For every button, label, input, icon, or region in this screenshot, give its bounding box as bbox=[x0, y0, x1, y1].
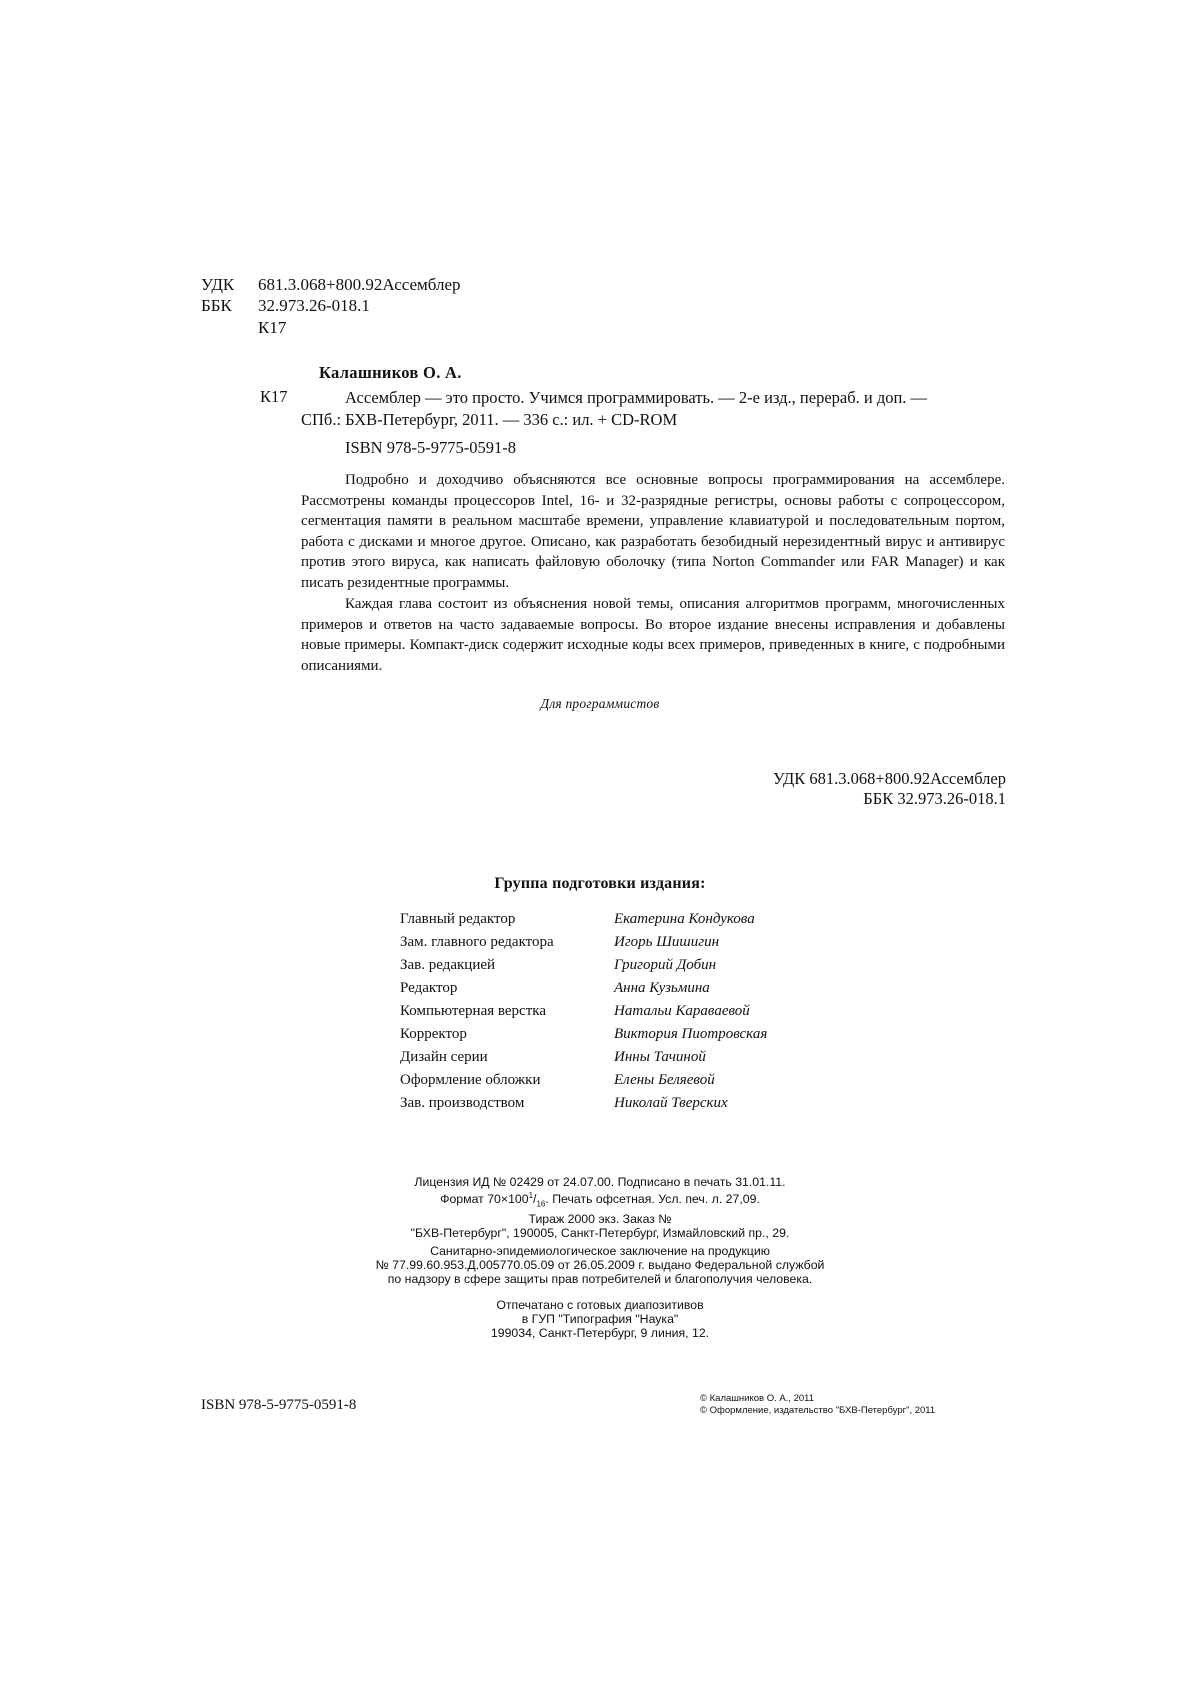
team-row bbox=[400, 957, 767, 980]
imprint-line: Лицензия ИД № 02429 от 24.07.00. Подписано в печать 31.01.11. bbox=[414, 1175, 786, 1189]
team-role: Оформление обложки bbox=[400, 1072, 541, 1088]
team-row bbox=[400, 980, 767, 1003]
book-title-line1: Ассемблер — это просто. Учимся программировать. — 2-е изд., перераб. и доп. — bbox=[345, 388, 928, 407]
imprint-line: в ГУП "Типография "Наука" bbox=[521, 1312, 679, 1326]
imprint-line: № 77.99.60.953.Д.005770.05.09 от 26.05.2009 г. выдано Федеральной службой bbox=[375, 1258, 825, 1272]
team-role: Дизайн серии bbox=[400, 1049, 488, 1065]
team-role: Зам. главного редактора bbox=[400, 934, 554, 950]
imprint-line: по надзору в сфере защиты прав потребителей и благополучия человека. bbox=[387, 1272, 813, 1286]
copyright-publisher: © Оформление, издательство "БХВ-Петербург", 2011 bbox=[700, 1405, 936, 1416]
team-role: Главный редактор bbox=[400, 911, 516, 927]
team-name: Екатерина Кондукова bbox=[614, 911, 755, 927]
imprint-line: Санитарно-эпидемиологическое заключение на продукцию bbox=[430, 1244, 770, 1258]
author-sign: К17 bbox=[258, 318, 287, 337]
team-row bbox=[400, 1049, 767, 1072]
imprint-printer-block bbox=[0, 1298, 1200, 1340]
team-name: Игорь Шишигин bbox=[614, 934, 720, 950]
bbk-value: 32.973.26-018.1 bbox=[258, 296, 370, 315]
team-name: Натальи Караваевой bbox=[614, 1003, 750, 1019]
footer-isbn: ISBN 978-5-9775-0591-8 bbox=[201, 1397, 357, 1413]
book-title-line2: СПб.: БХВ-Петербург, 2011. — 336 с.: ил. + CD-ROM bbox=[301, 410, 678, 429]
team-row bbox=[400, 911, 767, 934]
team-list bbox=[400, 911, 767, 1118]
udk-value: 681.3.068+800.92Ассемблер bbox=[258, 275, 461, 294]
team-role: Корректор bbox=[400, 1026, 467, 1042]
imprint-format-line: Формат $70\times 100^1/_{16}$. Печать офсетная. Усл. печ. л. 27,09. bbox=[440, 1191, 760, 1209]
annotation-paragraph-1: Подробно и доходчиво объясняются все основные вопросы программирования на ассемблере. Рассмотрены команды процессоров Intel, 16- и 32-разрядные регистры, основы работы с сопроцессором, сегментация памяти в реальном масштабе времени, управление клавиатурой и последовательным портом, работа с дисками и многое другое. Описано, как разработать безобидный нерезидентный вирус и антивирус против этого вируса, как написать файловую оболочку (типа Norton Commander или FAR Manager) и как писать резидентные программы. bbox=[301, 472, 1005, 591]
imprint-line: "БХВ-Петербург", 190005, Санкт-Петербург, Измайловский пр., 29. bbox=[410, 1225, 790, 1240]
imprint-sanitary-block bbox=[0, 1244, 1200, 1286]
imprint-line: Отпечатано с готовых диапозитивов bbox=[496, 1298, 704, 1312]
book-sign: К17 bbox=[260, 387, 288, 406]
team-row bbox=[400, 934, 767, 957]
team-row bbox=[400, 1072, 767, 1095]
team-name: Виктория Пиотровская bbox=[614, 1026, 768, 1042]
imprint-line: 199034, Санкт-Петербург, 9 линия, 12. bbox=[490, 1326, 710, 1340]
udk-right: УДК 681.3.068+800.92Ассемблер bbox=[773, 769, 1006, 788]
annotation-paragraph-2: Каждая глава состоит из объяснения новой темы, описания алгоритмов программ, многочисленных примеров и ответов на часто задаваемые вопросы. Во второе издание внесены исправления и добавлены новые примеры. Компакт-диск содержит исходные коды всех примеров, приведенных в книге, с подробными описаниями. bbox=[301, 596, 1005, 674]
udk-label: УДК bbox=[201, 275, 235, 294]
author-sign-row bbox=[201, 318, 286, 338]
team-row bbox=[400, 1095, 767, 1118]
book-isbn: ISBN 978-5-9775-0591-8 bbox=[345, 438, 516, 457]
audience-note: Для программистов bbox=[540, 696, 660, 711]
team-name: Елены Беляевой bbox=[614, 1072, 715, 1088]
team-name: Инны Тачиной bbox=[614, 1049, 706, 1065]
bbk-label: ББК bbox=[201, 296, 232, 315]
bbk-row bbox=[201, 296, 370, 316]
team-title: Группа подготовки издания: bbox=[494, 875, 706, 892]
team-name: Григорий Добин bbox=[614, 957, 717, 973]
team-row bbox=[400, 1003, 767, 1026]
bbk-right: ББК 32.973.26-018.1 bbox=[863, 789, 1006, 808]
copyright-author: © Калашников О. А., 2011 bbox=[700, 1393, 815, 1404]
team-row bbox=[400, 1026, 767, 1049]
team-role: Редактор bbox=[400, 980, 458, 996]
imprint-line: Тираж 2000 экз. Заказ № bbox=[528, 1211, 672, 1226]
team-role: Зав. редакцией bbox=[400, 957, 496, 973]
team-role: Компьютерная верстка bbox=[400, 1003, 546, 1019]
team-role: Зав. производством bbox=[400, 1095, 525, 1111]
book-author: Калашников О. А. bbox=[319, 363, 462, 382]
team-name: Николай Тверских bbox=[614, 1095, 728, 1111]
udk-row bbox=[201, 275, 461, 295]
imprint-license-block bbox=[0, 1175, 1200, 1240]
team-name: Анна Кузьмина bbox=[614, 980, 710, 996]
